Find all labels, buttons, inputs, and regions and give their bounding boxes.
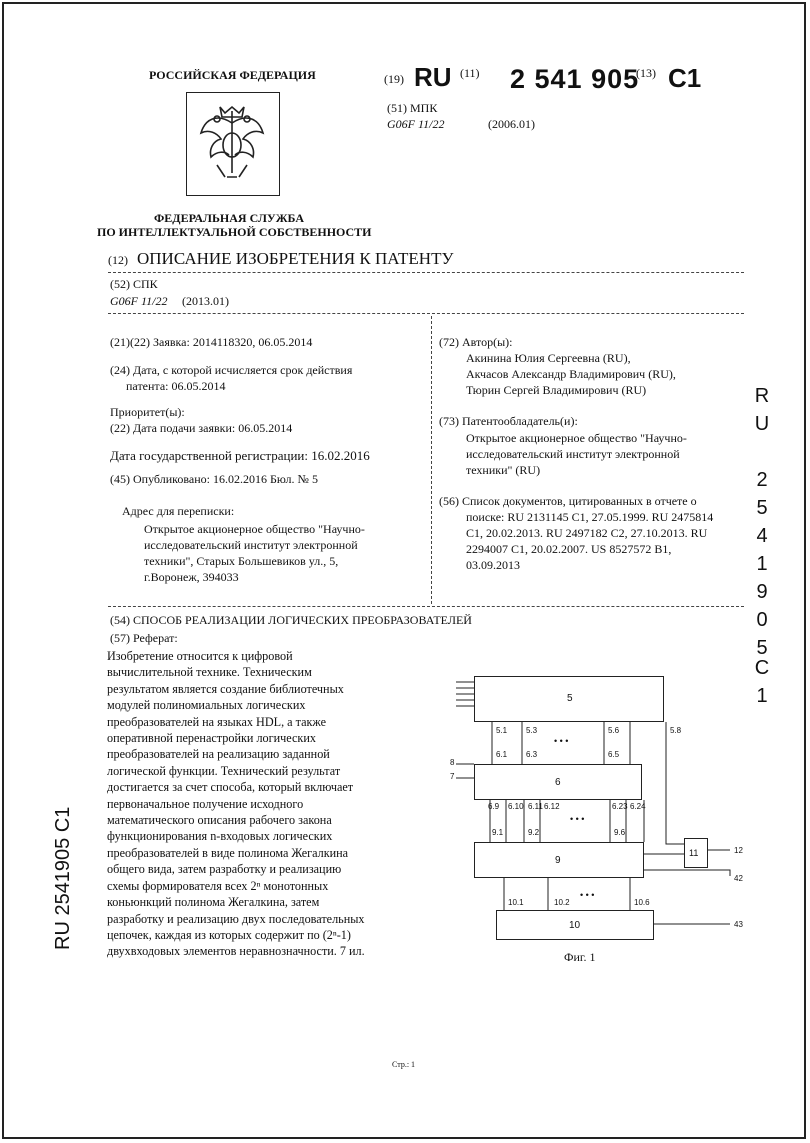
document-title: ОПИСАНИЕ ИЗОБРЕТЕНИЯ К ПАТЕНТУ [137, 249, 454, 268]
cpc-label: (52) СПК [110, 277, 158, 291]
cpc-class: G06F 11/22 [110, 294, 168, 308]
registration-date: Дата государственной регистрации: 16.02.2016 [110, 448, 370, 463]
page-number: Стр.: 1 [392, 1060, 416, 1069]
invention-title: (54) СПОСОБ РЕАЛИЗАЦИИ ЛОГИЧЕСКИХ ПРЕОБРАЗОВАТЕЛЕЙ [110, 613, 472, 627]
cited-docs-line-5: 03.09.2013 [466, 558, 520, 572]
side-char: 2 [756, 469, 768, 491]
cited-docs-line-1: (56) Список документов, цитированных в отчете о [439, 494, 697, 508]
patent-page [2, 2, 806, 1139]
cited-docs-line-2: поиске: RU 2131145 C1, 27.05.1999. RU 2475814 [466, 510, 714, 524]
side-char: 5 [756, 497, 768, 519]
address-line-4: г.Воронеж, 394033 [144, 570, 239, 584]
cpc-version: (2013.01) [182, 294, 229, 308]
divider-cpc [108, 313, 744, 314]
wire-label: 6.9 [488, 802, 500, 811]
wire-label: 6.11 [528, 802, 543, 811]
abstract-line: цепочек, каждая из которых содержит по (2ⁿ-1) [107, 927, 351, 942]
address-line-3: техники", Старых Большевиков ул., 5, [144, 554, 339, 568]
address-line-2: исследовательский институт электронной [144, 538, 358, 552]
abstract-line: двухвходовых элементов неравнозначности. 7 ил. [107, 944, 365, 959]
abstract-line: достигается за счет способа, который включает [107, 780, 354, 795]
abstract-line: функционирования n-входовых логических [107, 829, 333, 844]
wire-label: 6.3 [526, 750, 538, 759]
owner-line-3: техники" (RU) [466, 463, 541, 477]
ipc-version: (2006.01) [488, 117, 535, 131]
side-code-right-ru [752, 382, 772, 438]
country-name: РОССИЙСКАЯ ФЕДЕРАЦИЯ [149, 68, 316, 82]
wire-label: 6.12 [544, 802, 560, 811]
abstract-line: разработку и реализацию двух последовательных [107, 911, 365, 926]
cited-docs-line-4: 2294007 C1, 20.02.2007. US 8527572 B1, [466, 542, 672, 556]
block-11-label: 11 [689, 848, 699, 858]
wire-label: 5.8 [670, 726, 682, 735]
wire-label: 5.1 [496, 726, 508, 735]
wire-label: 6.10 [508, 802, 524, 811]
wire-label: 10.6 [634, 898, 650, 907]
side-code-right-number [752, 466, 772, 662]
block-10 [496, 910, 654, 940]
wire-label: 6.1 [496, 750, 508, 759]
wire-label: 9.6 [614, 828, 626, 837]
dots: • • • [580, 890, 595, 900]
emblem-seal [186, 92, 280, 196]
abstract-line: логической функции. Технический результат [107, 763, 341, 778]
double-headed-eagle-icon [187, 93, 278, 194]
block-10-label: 10 [569, 920, 581, 931]
side-char: 9 [756, 581, 768, 603]
abstract-line: математического описания рабочего закона [107, 813, 332, 828]
term-line-2: патента: 06.05.2014 [126, 379, 226, 393]
code-13: (13) [636, 66, 656, 80]
abstract-line: общего вида, затем разработку и реализацию [107, 862, 342, 877]
wire-label: 5.6 [608, 726, 620, 735]
abstract-line: преобразователей в виде полинома Жегалкина [107, 845, 349, 860]
priority-label: Приоритет(ы): [110, 405, 185, 419]
block-6-label: 6 [555, 777, 561, 788]
side-char: 5 [756, 637, 768, 659]
input-8-label: 8 [450, 758, 455, 767]
divider-biblio [108, 606, 744, 607]
abstract-line: вычислительной технике. Техническим [107, 665, 312, 680]
application-info: (21)(22) Заявка: 2014118320, 06.05.2014 [110, 335, 313, 349]
author-1: Акинина Юлия Сергеевна (RU), [466, 351, 631, 365]
dots: • • • [570, 814, 585, 824]
side-char: R [754, 385, 770, 407]
input-7-label: 7 [450, 772, 455, 781]
block-9 [474, 842, 644, 878]
wire-label: 10.2 [554, 898, 570, 907]
block-11 [684, 838, 708, 868]
dots: • • • [554, 736, 569, 746]
side-char: 1 [756, 685, 768, 707]
figure-caption: Фиг. 1 [564, 950, 596, 964]
abstract-text [107, 648, 403, 960]
side-char: C [754, 657, 770, 679]
ipc-class: G06F 11/22 [387, 117, 445, 131]
side-char: 4 [756, 525, 768, 547]
ipc-label: (51) МПК [387, 101, 438, 115]
wire-label: 5.3 [526, 726, 538, 735]
abstract-line: первоначальное получение исходного [107, 796, 304, 811]
kind-code: C1 [668, 63, 702, 93]
output-12-label: 12 [734, 846, 743, 855]
country-code: RU [414, 62, 452, 92]
block-6 [474, 764, 642, 800]
abstract-line: модулей полиномиальных логических [107, 698, 306, 713]
cited-docs-line-3: C1, 20.02.2013. RU 2497182 C2, 27.10.2013. RU [466, 526, 708, 540]
owner-line-2: исследовательский институт электронной [466, 447, 680, 461]
abstract-line: оперативной перенастройки логических [107, 731, 316, 746]
divider-top [108, 272, 744, 273]
address-label: Адрес для переписки: [122, 504, 235, 518]
side-char: U [754, 413, 770, 435]
owner-label: (73) Патентообладатель(и): [439, 414, 578, 428]
owner-line-1: Открытое акционерное общество "Научно- [466, 431, 687, 445]
figure-1 [444, 664, 744, 974]
publication-info: (45) Опубликовано: 16.02.2016 Бюл. № 5 [110, 472, 318, 486]
wire-label: 6.24 [630, 802, 646, 811]
wire-label: 9.2 [528, 828, 540, 837]
side-code-right-kind [752, 654, 772, 710]
agency-line-2: ПО ИНТЕЛЛЕКТУАЛЬНОЙ СОБСТВЕННОСТИ [97, 225, 372, 239]
author-2: Акчасов Александр Владимирович (RU), [466, 367, 676, 381]
abstract-line: результатом является создание библиотечных [107, 681, 344, 696]
address-line-1: Открытое акционерное общество "Научно- [144, 522, 365, 536]
output-42-label: 42 [734, 874, 743, 883]
term-line-1: (24) Дата, с которой исчисляется срок действия [110, 363, 353, 377]
author-3: Тюрин Сергей Владимирович (RU) [466, 383, 647, 397]
side-code-left: RU 2541905 C1 [52, 806, 74, 950]
priority-value: (22) Дата подачи заявки: 06.05.2014 [110, 421, 293, 435]
abstract-line: схемы формирователя всех 2ⁿ монотонных [107, 878, 329, 893]
wire-label: 6.5 [608, 750, 620, 759]
wire-label: 9.1 [492, 828, 504, 837]
abstract-line: Изобретение относится к цифровой [107, 649, 293, 663]
abstract-line: преобразователей на языках HDL, а также [107, 714, 327, 729]
wire-label: 10.1 [508, 898, 524, 907]
patent-number: 2 541 905 [510, 64, 640, 94]
side-char: 0 [756, 609, 768, 631]
column-divider [431, 316, 432, 604]
code-11: (11) [460, 66, 480, 80]
code-19: (19) [384, 72, 404, 86]
abstract-label: (57) Реферат: [110, 631, 178, 645]
abstract-line: преобразователей на реализацию заданной [107, 747, 330, 762]
block-5 [474, 676, 664, 722]
title-code: (12) [108, 253, 128, 267]
abstract-line: коньюнкций полинома Жегалкина, затем [107, 895, 320, 910]
block-9-label: 9 [555, 855, 561, 866]
block-5-label: 5 [567, 693, 573, 704]
agency-line-1: ФЕДЕРАЛЬНАЯ СЛУЖБА [154, 211, 304, 225]
wire-label: 6.23 [612, 802, 628, 811]
side-char: 1 [756, 553, 768, 575]
authors-label: (72) Автор(ы): [439, 335, 513, 349]
output-43-label: 43 [734, 920, 743, 929]
